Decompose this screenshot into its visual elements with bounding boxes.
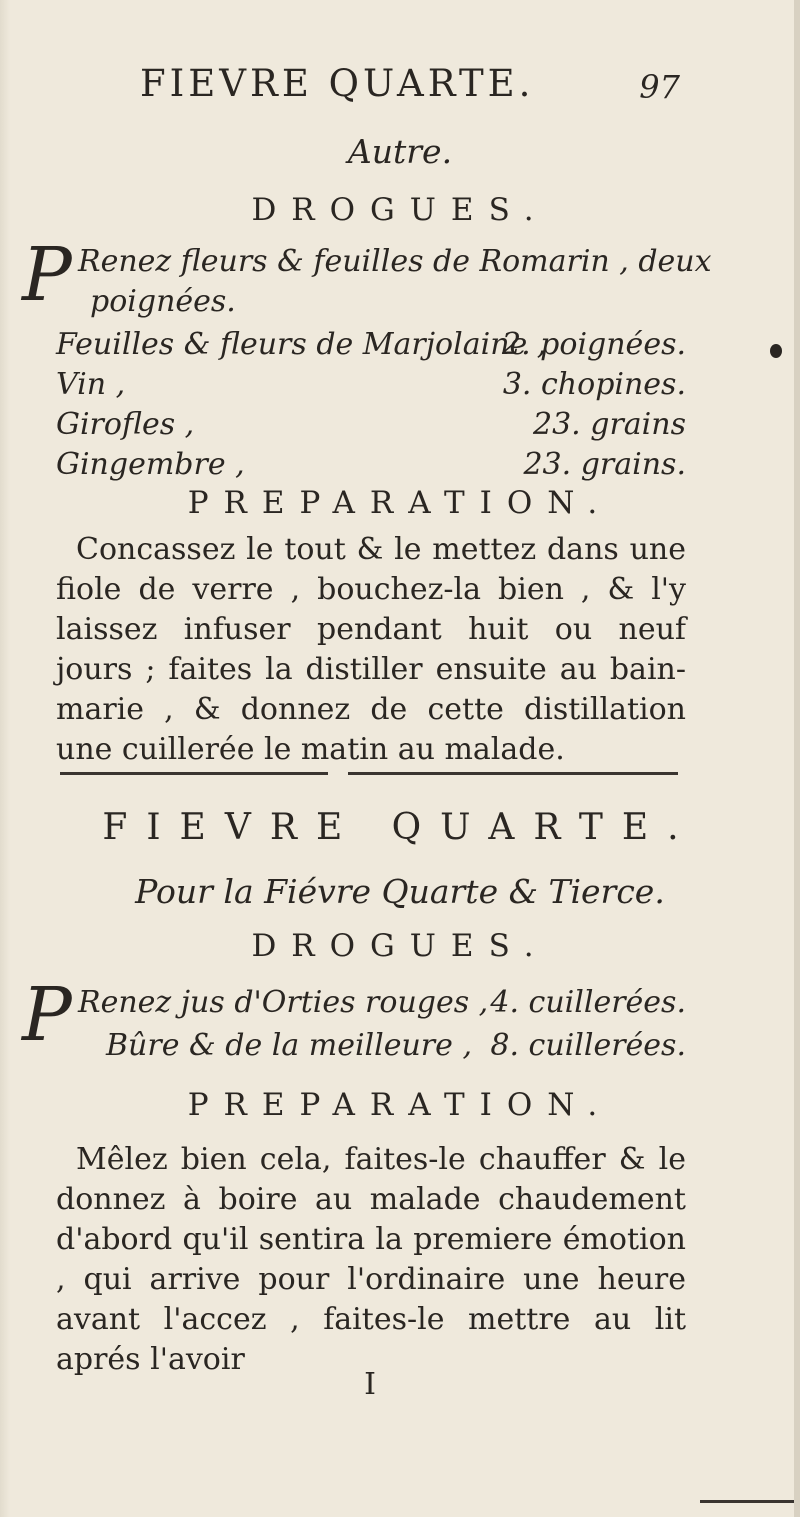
page-header (140, 62, 680, 112)
section2-dropcap: P (22, 972, 72, 1058)
page-shadow-left (0, 0, 10, 1517)
ingredient-name: Gingembre , (56, 447, 245, 482)
ingredient-name: Renez jus d'Orties rouges , (78, 985, 489, 1020)
section2-title: FIEVRE QUARTE. (102, 807, 698, 848)
section1-first-item-line2 (90, 284, 490, 324)
ingredient-qty: 23. grains (533, 407, 686, 442)
ingredient-qty: 3. chopines. (502, 367, 686, 402)
section1-dropcap: P (22, 232, 72, 318)
ingredient-row (56, 327, 686, 367)
catchword: I (364, 1367, 376, 1402)
ingredient-qty: 4. cuillerées. (490, 985, 686, 1020)
section-divider-right (348, 772, 678, 775)
page-edge-right (794, 0, 800, 1517)
ingredient-qty: 23. grains. (523, 447, 686, 482)
ingredient-name: Feuilles & fleurs de Marjolaine , (56, 327, 547, 362)
ingredient-row (78, 985, 686, 1025)
ingredient-name: Bûre & de la meilleure , (106, 1028, 472, 1063)
ingredient-row (56, 367, 686, 407)
ingredient-row (56, 407, 686, 447)
ink-spot (770, 344, 782, 358)
page-edge-mark (700, 1500, 794, 1503)
section1-subtitle: Autre. (347, 132, 453, 171)
section-divider-left (60, 772, 328, 775)
ingredient-qty: 8. cuillerées. (490, 1028, 686, 1063)
section2-preparation-heading: PREPARATION. (187, 1087, 613, 1123)
section1-preparation-text: Concassez le tout & le mettez dans une fiole de verre , bouchez-la bien , & l'y laissez infuser pendant huit ou neuf jours ; faites la distiller ensuite au bain-marie , & donnez de cette distillation une cuillerée le matin au malade. (56, 532, 686, 767)
ingredient-row (106, 1028, 686, 1068)
page-number: 97 (639, 68, 680, 106)
ingredient-row (56, 447, 686, 487)
section2-preparation-text: Mêlez bien cela, faites-le chauffer & le donnez à boire au malade chaudement d'abord qu'il sentira la premiere émotion , qui arrive pour l'ordinaire une heure avant l'accez , faites-le mettre au lit aprés l'avoir (56, 1142, 686, 1377)
section2-drogues-heading: DROGUES. (251, 928, 549, 964)
ingredient-name: Vin , (56, 367, 126, 402)
section1-first-item-text: Renez fleurs & feuilles de Romarin , deux (78, 244, 712, 279)
section1-first-item-text-cont: poignées. (90, 284, 236, 319)
section1-drogues-heading: DROGUES. (251, 192, 549, 228)
section1-first-item-line1 (78, 244, 712, 284)
ingredient-name: Girofles , (56, 407, 195, 442)
section2-subtitle: Pour la Fiévre Quarte & Tierce. (135, 872, 665, 911)
section1-preparation-heading: PREPARATION. (187, 485, 613, 521)
running-title: FIEVRE QUARTE. (140, 62, 535, 105)
ingredient-qty: 2. poignées. (502, 327, 686, 362)
